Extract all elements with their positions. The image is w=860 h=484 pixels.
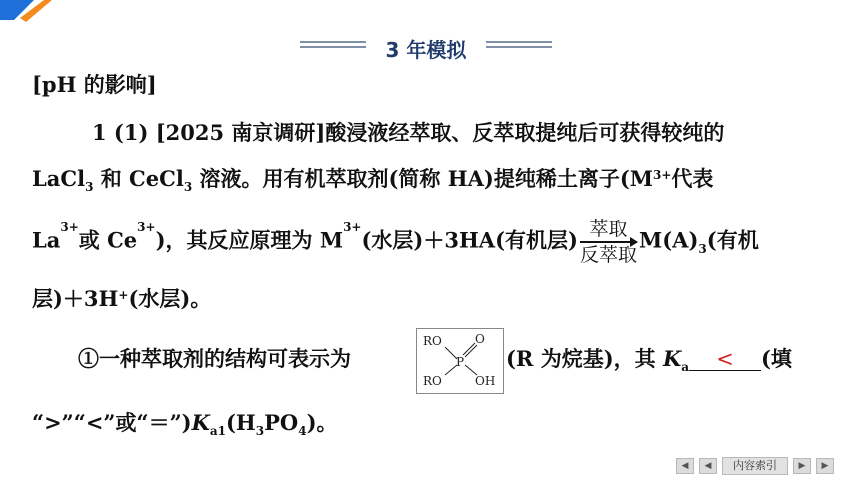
section-header (300, 36, 552, 62)
section-title: 3 年模拟 (385, 38, 467, 62)
question-line-1: 1 (1) [2025 南京调研]酸浸液经萃取、反萃取提纯后可获得较纯的 (92, 120, 725, 145)
header-decor-right (486, 41, 552, 53)
struct-oh: OH (475, 374, 496, 388)
arrow-bottom-label: 反萃取 (579, 244, 637, 266)
question-line-3: $La^{3+}$或 $Ce^{3+}$)，其反应原理为 $M^{3+}$(水层)＋3HA(有机层) $\frac{\text{萃取}}{\text{反萃取}}M(A)_3$(有机 (32, 218, 759, 266)
struct-ro-bottom: RO (423, 374, 442, 388)
first-page-button[interactable]: ◀ (676, 458, 694, 474)
section-label: [pH 的影响] (32, 72, 157, 97)
slide-navigation (676, 456, 834, 476)
struct-ro-top: RO (423, 334, 442, 348)
header-decor-left (300, 41, 366, 53)
question-line-6: “>”“<”或“$=”)K_{a1}(H_3PO_4)$。 (32, 410, 338, 438)
answer-blank: < (689, 346, 761, 371)
content-index-button[interactable]: 内容索引 (722, 457, 788, 475)
reaction-arrow (580, 218, 637, 266)
question-line-5a: ①一种萃取剂的结构可表示为 (78, 346, 351, 371)
question-line-2: LaCl$_3$ 和 CeCl$_3$ 溶液。用有机萃取剂(简称 HA)提纯稀土离子($M^{3+}$代表 (32, 166, 714, 194)
corner-logo (0, 0, 60, 30)
question-line-4: 层)＋3H+(水层)。 (32, 286, 212, 311)
arrow-top-label: 萃取 (589, 218, 628, 240)
struct-p: P (456, 355, 465, 369)
next-page-button[interactable]: ▶ (793, 458, 811, 474)
extractant-structure (416, 328, 504, 394)
question-line-5b: (R 为烷基)，其 $K_a$ < (填 (506, 346, 792, 374)
last-page-button[interactable]: ▶ (816, 458, 834, 474)
prev-page-button[interactable]: ◀ (699, 458, 717, 474)
struct-o: O (475, 332, 485, 346)
